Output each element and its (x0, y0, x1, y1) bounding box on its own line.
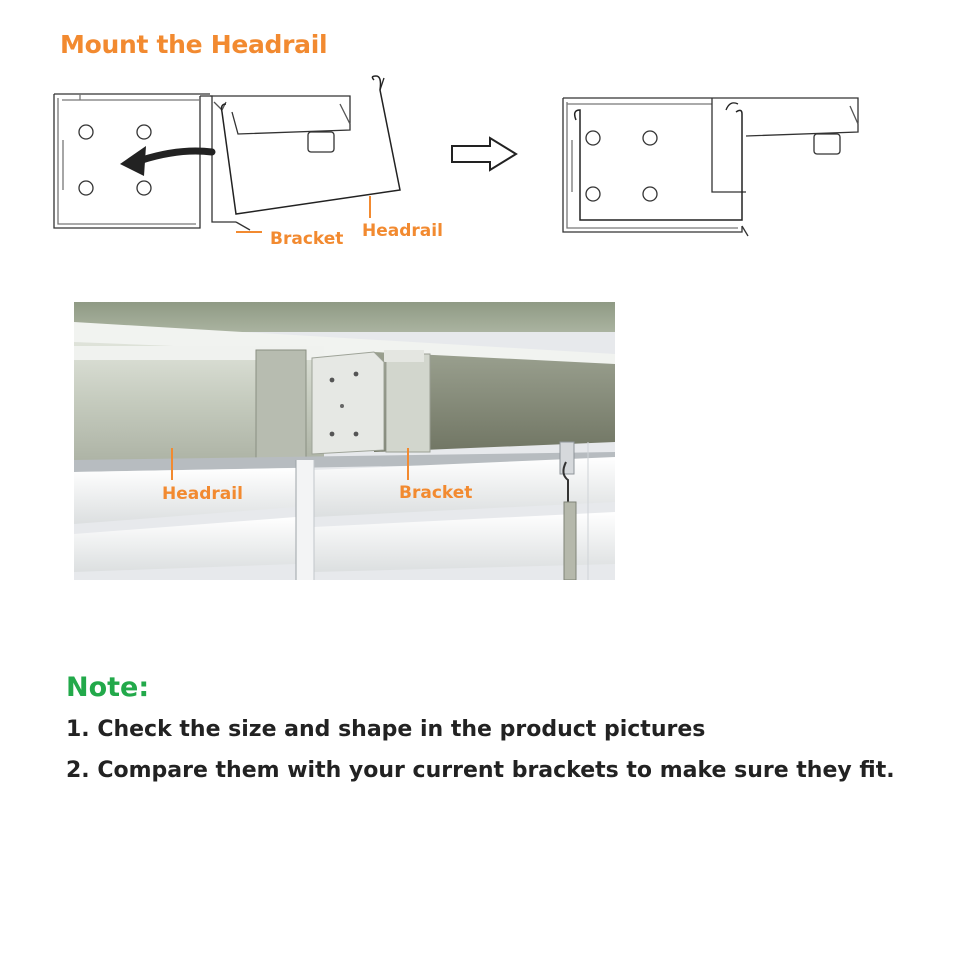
photo-bracket-label: Bracket (399, 483, 473, 503)
photo-headrail-label: Headrail (162, 484, 243, 504)
mounted-bracket-icon (563, 98, 858, 236)
curved-arrow-icon (120, 146, 212, 176)
bracket-diagram-icon (54, 76, 400, 230)
headrail-callout: Headrail (362, 221, 443, 241)
right-arrow-icon (452, 138, 516, 170)
installed-photo (74, 302, 615, 580)
note-item-1: 1. Check the size and shape in the product pictures (66, 717, 706, 742)
bracket-callout: Bracket (270, 229, 344, 249)
step-diagram (0, 0, 970, 270)
note-item-2: 2. Compare them with your current brackets to make sure they fit. (66, 758, 895, 783)
page-title: Mount the Headrail (60, 30, 328, 59)
note-title: Note: (66, 672, 150, 703)
